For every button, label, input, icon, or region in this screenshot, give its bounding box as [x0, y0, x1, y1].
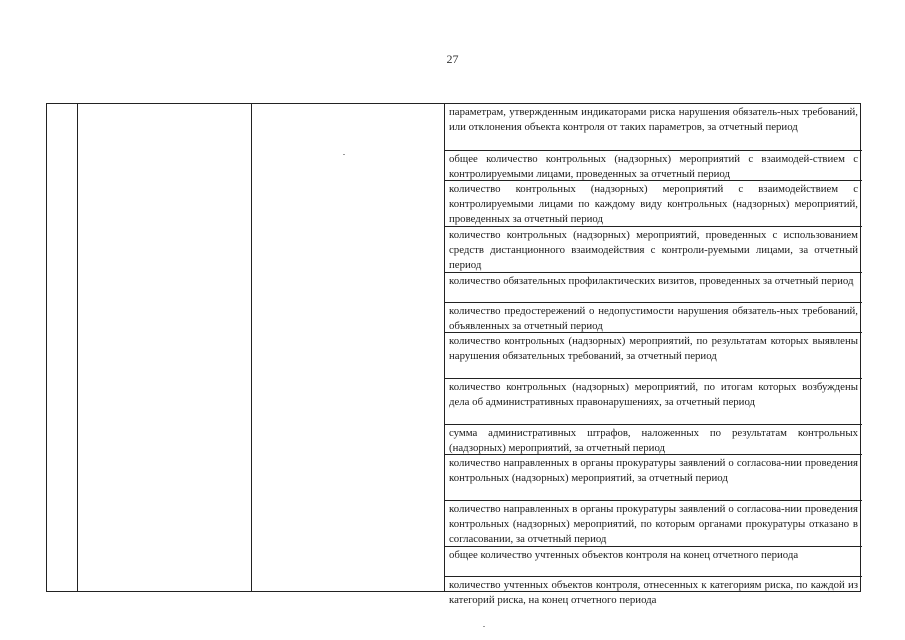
table-row: количество предостережений о недопустимости нарушения обязатель-ных требований, объявленных за отчетный период: [445, 303, 862, 333]
table-row: количество контрольных (надзорных) мероприятий, по результатам которых выявлены нарушения обязательных требований, за отчетный период: [445, 333, 862, 379]
table-row: сумма административных штрафов, наложенных по результатам контрольных (надзорных) мероприятий, за отчетный период: [445, 425, 862, 455]
table-row: количество направленных в органы прокуратуры заявлений о согласова-нии проведения контрольных (надзорных) мероприятий, за отчетный период: [445, 455, 862, 501]
table-row: количество контрольных (надзорных) мероприятий, по итогам которых возбуждены дела об административных правонарушениях, за отчетный период: [445, 379, 862, 425]
indicators-table: [46, 103, 861, 606]
page-number: 27: [446, 52, 459, 66]
table-row: общее количество контрольных (надзорных) мероприятий с взаимодей-ствием с контролируемыми лицами, проведенных за отчетный период: [445, 151, 862, 181]
scan-speck: [483, 626, 485, 627]
table-row: количество контрольных (надзорных) мероприятий, проведенных с использованием средств дистанционного взаимодействия с контроли-руемыми лицами, за отчетный период: [445, 227, 862, 273]
table-column-name: [78, 104, 252, 591]
table-row: количество учтенных объектов контроля, отнесенных к категориям риска, по каждой из категорий риска, на конец отчетного периода: [449, 579, 858, 606]
table-row: количество направленных в органы прокуратуры заявлений о согласова-нии проведения контрольных (надзорных) мероприятий, по которым органами прокуратуры отказано в согласовании, за отчетный период: [445, 501, 862, 547]
table-row: количество контрольных (надзорных) мероприятий с взаимодействием с контролируемыми лицами по каждому виду контрольных (надзорных) мероприятий, проведенных за отчетный период: [445, 181, 862, 227]
table-row: общее количество учтенных объектов контроля на конец отчетного периода: [445, 547, 862, 577]
table-column-description: [252, 104, 445, 591]
scan-speck: [343, 154, 345, 155]
table-column-number: [47, 104, 78, 591]
table-row: параметрам, утвержденным индикаторами риска нарушения обязатель-ных требований, или отклонения объекта контроля от таких параметров, за отчетный период: [445, 104, 862, 151]
table-row: количество обязательных профилактических визитов, проведенных за отчетный период: [445, 273, 862, 303]
table-column-indicators: [445, 104, 862, 606]
